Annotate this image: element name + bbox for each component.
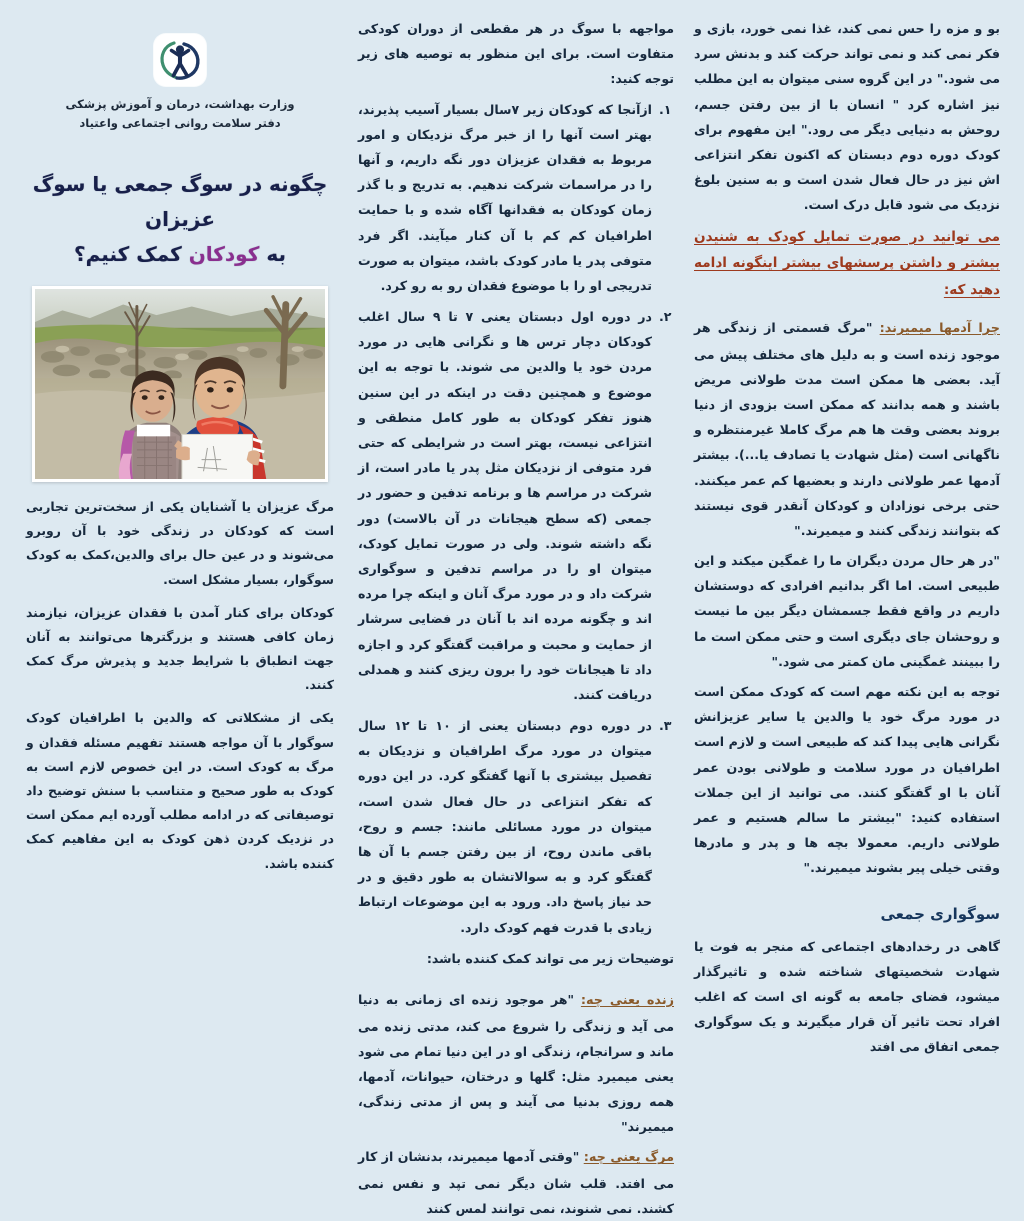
page-title-accent: کودکان xyxy=(188,241,260,266)
right-paragraph-3: یکی از مشکلاتی که والدین با اطرافیان کودک سوگوار با آن مواجه هستند تفهیم مسئله فقدان و مرگ به کودک است. در این خصوص لازم است به کودک به طور صحیح و متناسب با سنش توضیح داد توصیفاتی که در ادامه مطلب آورده ایم ممکن است در نزدیک کردن ذهن کودک به این مفاهیم کمک کننده باشد. xyxy=(26,710,334,871)
definition-death xyxy=(358,1144,674,1221)
advice-item-number: ۱. xyxy=(659,101,672,117)
definition-why-people-die xyxy=(694,315,1000,543)
advice-item-text: در دوره اول دبستان یعنی ۷ تا ۹ سال اغلب کودکان دچار ترس ها و نگرانی هایی در مورد مردن خود یا والدین می شوند. با توجه به این موضوع و همچنین دقت در اینکه در این سنین هنوز تفکر کودکان به طور کامل منطقی و انتزاعی نیست، بهتر است در شرایطی که حتی فرد متوفی از نزدیکان مثل پدر یا مادر است، از شرکت در مراسم ها و برنامه تدفین و حضور در جمعی (که سطح هیجانات در آن بالاست) دور نگه داشته شوند. ولی در صورت تمایل کودک، میتوان او را در مراسم تدفین و سوگواری شرکت داد و در مورد مرگ آنان و اینکه چرا مرده اند و چگونه مرده اند با آنان در فضایی سرشار از حمایت و محبت و مراقبت گفتگو کرد و اجازه داد تا هیجانات خود را برون ریزی کنند و همدلی دریافت کنند. xyxy=(358,309,652,702)
page-title-line-2-after: کمک کنیم؟ xyxy=(74,241,189,266)
page-title-line-2-before: به xyxy=(259,241,286,266)
left-paragraph-1: "در هر حال مردن دیگران ما را غمگین میکند و این طبیعی است. اما اگر بدانیم افرادی که دوستشان داریم در واقع فقط جسمشان دیگر بین ما نیست و روحشان جای دیگری است و حتی ممکن است ما را ببینند غمگینی مان کمتر می شود." xyxy=(694,553,1000,669)
collective-mourning-heading: سوگواری جمعی xyxy=(880,904,1000,923)
advice-item xyxy=(358,713,674,940)
advice-item-text: در دوره دوم دبستان یعنی از ۱۰ تا ۱۲ سال میتوان در مورد مرگ اطرافیان و نزدیکان به تفصیل بیشتری با آنها گفتگو کرد. در این دوره که تفکر انتزاعی در حال فعال شدن است، میتوان در مورد مسائلی مانند: جسم و روح، باقی ماندن روح، از بین رفتن جسم با آن ها گفتگو کرد و به سوالاتشان به طور دقیق و در حد نیاز پاسخ داد. ورود به این موضوعات ارتباط زیادی با قدرت فهم کودک دارد. xyxy=(358,718,652,935)
person-arms-raised-logo-icon xyxy=(154,34,206,86)
middle-column-body xyxy=(358,16,674,1221)
definition-why-people-die-text: "مرگ قسمتی از زندگی هر موجود زنده است و به دلیل های مختلف پیش می آید. بعضی ها ممکن است مدت طولانی مریض باشند و همه بدانند که ممکن است بزودی از دنیا بروند بعضی وقت ها هم مرگ کاملا غیرمنتظره و ناگهانی است (مثل شهادت یا تصادف یا...). بیشتر آدمها عمر طولانی دارند و بعضیها کم عمر میکنند. حتی برخی نوزادان و کودکان آنقدر قوی نیستند که بتوانند زندگی کنند و میمیرند." xyxy=(694,320,1000,538)
definition-why-people-die-heading: چرا آدمها میمیرند: xyxy=(879,321,1000,336)
definition-alive-text: "هر موجود زنده ای زمانی به دنیا می آید و زندگی را شروع می کند، مدتی زنده می ماند و سرانجام، زندگی او در این دنیا تمام می شود یعنی میمیرد مثل: گلها و درختان، حیوانات، آدمها، همه روزی بدنیا می آیند و پس از مدتی زندگی، میمیرند" xyxy=(358,991,674,1135)
ministry-logo-block xyxy=(26,34,334,133)
advice-item-number: ۳. xyxy=(659,718,672,734)
left-column-body xyxy=(694,16,1000,1059)
spacer xyxy=(358,976,674,987)
right-column-body xyxy=(26,495,334,876)
left-continued-paragraph: بو و مزه را حس نمی کند، غذا نمی خورد، بازی و فکر نمی کند و نمی تواند حرکت کند و بدنش سرد می شود." در این گروه سنی میتوان به این مطلب نیز اشاره کرد " انسان با از بین رفتن جسم، روحش به دنیایی دیگر می رود." این مفهوم برای کودک دوره دوم دبستان که اکنون تفکر انتزاعی اش نیز در حال فعال شدن است و به سنین بلوغ نزدیک می شود قابل درک است. xyxy=(694,21,1000,213)
ministry-line-1: وزارت بهداشت، درمان و آموزش پزشکی xyxy=(65,97,295,111)
definition-alive xyxy=(358,987,674,1140)
advice-item-number: ۲. xyxy=(659,309,672,325)
advice-item xyxy=(358,97,674,299)
page-title xyxy=(26,167,334,272)
left-lead-heading: می توانید در صورت تمایل کودک به شنیدن بیشتر و داشتن پرسشهای بیشتر اینگونه ادامه دهید که: xyxy=(694,228,1000,298)
right-paragraph-2: کودکان برای کنار آمدن با فقدان عزیزان، نیازمند زمان کافی هستند و بزرگترها می‌توانند به آنان جهت انطباق با شرایط جدید و پذیرش مرگ کمک کنند. xyxy=(26,604,334,693)
advice-item xyxy=(358,304,674,707)
middle-intro: مواجهه با سوگ در هر مقطعی از دوران کودکی متفاوت است. برای این منظور به توصیه های زیر توجه کنید: xyxy=(358,21,674,87)
definition-death-text: "وقتی آدمها میمیرند، بدنشان از کار می افتد. قلب شان دیگر نمی تپد و نفس نمی کشند. نمی شنوند، نمی توانند لمس کنند xyxy=(358,1149,674,1217)
page-title-line-2 xyxy=(26,237,334,272)
collective-mourning-paragraph: گاهی در رخدادهای اجتماعی که منجر به فوت یا شهادت شخصیتهای شناخته شده و تاثیرگذار میشود، فضای جامعه به گونه ای است که اغلب افراد تحت تاثیر آن قرار میگیرند و یک سوگواری جمعی اتفاق می افتد xyxy=(694,938,1000,1055)
left-paragraph-2: توجه به این نکته مهم است که کودک ممکن است در مورد مرگ خود یا والدین یا سایر عزیزانش نگرانی هایی پیدا کند که طبیعی است و لازم است اطرافیان در مورد سلامت و طولانی بودن عمر آنان با او گفتگو کنند. می توانید از این جملات استفاده کنید: "بیشتر ما سالم هستیم و عمر طولانی داریم. معمولا بچه ها و پدر و مادرها وقتی خیلی پیر بشوند میمیرند." xyxy=(694,684,1000,876)
advice-list xyxy=(358,97,674,940)
middle-closing-note: توضیحات زیر می تواند کمک کننده باشد: xyxy=(426,950,674,966)
ministry-line-2: دفتر سلامت روانی اجتماعی واعتیاد xyxy=(79,115,281,130)
two-girls-holding-paper-photo xyxy=(32,286,328,482)
definition-death-heading: مرگ یعنی چه: xyxy=(583,1150,674,1166)
right-column xyxy=(12,16,348,871)
ministry-name xyxy=(65,95,294,133)
page-title-line-1: چگونه در سوگ جمعی یا سوگ عزیزان xyxy=(32,171,328,231)
middle-column xyxy=(348,16,684,1217)
definition-alive-heading: زنده یعنی چه: xyxy=(580,992,674,1008)
advice-item-text: ازآنجا که کودکان زیر ۷سال بسیار آسیب پذیرند، بهتر است آنها را از خبر مرگ نزدیکان و امور مربوط به فقدان عزیزان دور نگه داریم، و آنها را در مراسمات شرکت ندهیم. به تدریج و با گذر زمان کودکان به فقدانها آگاه شده و با حمایت اطرافیان کم کم با آن کنار میآیند. اگر فرد متوفی پدر یا مادر کودک باشد، میتوان به صورت تدریجی او را با موضوع فقدان رو به رو کرد. xyxy=(358,101,652,293)
left-column xyxy=(684,16,1012,1055)
right-paragraph-1: مرگ عزیزان یا آشنایان یکی از سخت‌ترین تجاربی است که کودکان در زندگی خود با آن روبرو می‌شوند و در عین حال برای والدین،کمک به کودک سوگوار، بسیار مشکل است. xyxy=(26,498,334,587)
